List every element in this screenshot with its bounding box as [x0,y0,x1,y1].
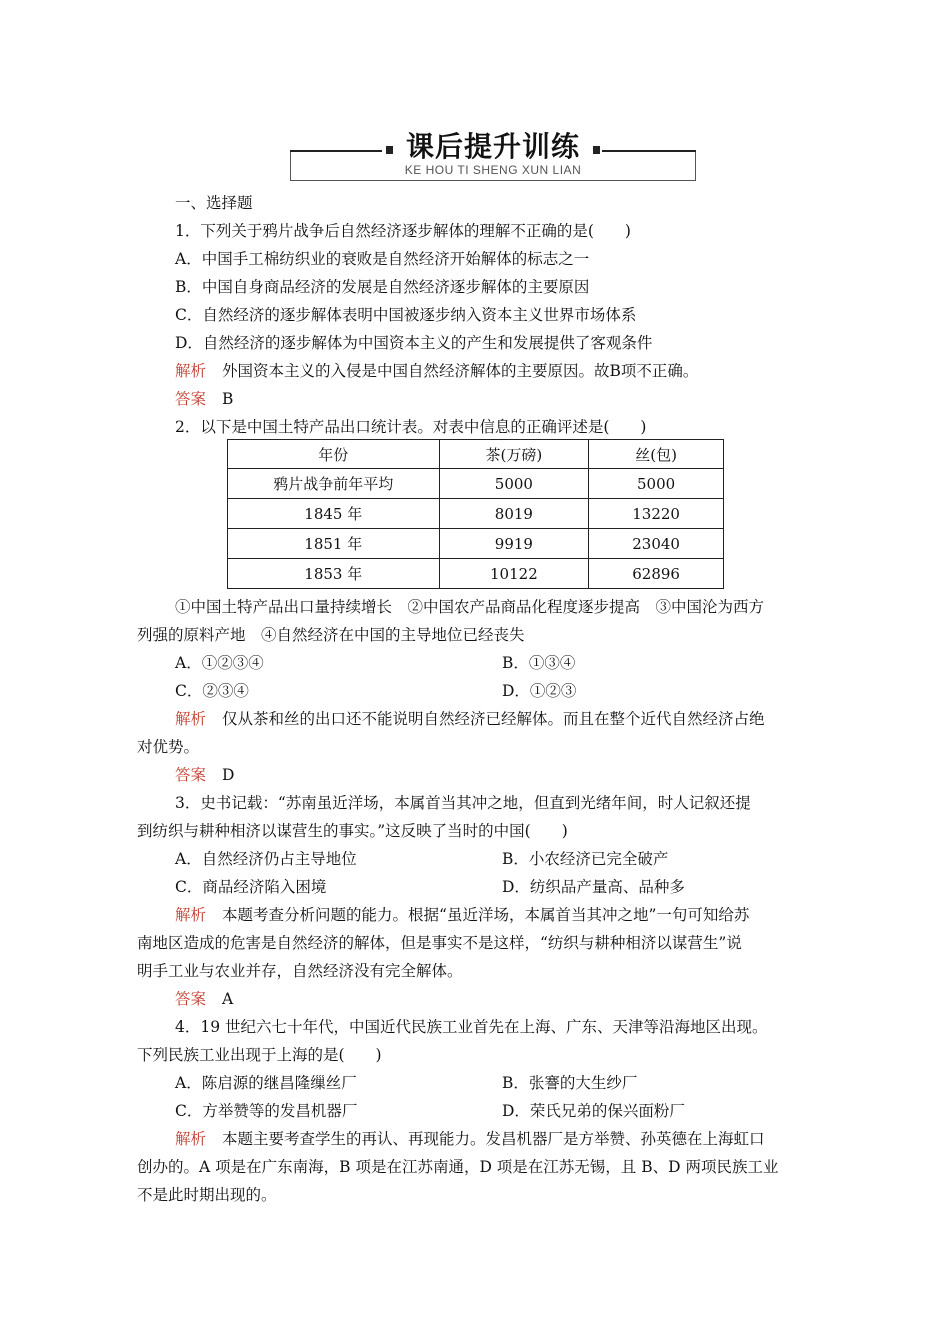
q1-stem: 1．下列关于鸦片战争后自然经济逐步解体的理解不正确的是( ) [175,222,631,240]
table-row [228,499,724,529]
q1-answer-value: B [222,390,234,408]
q4-analysis-line2: 创办的。A 项是在广东南海，B 项是在江苏南通，D 项是在江苏无锡，且 B、D 两项民族工业 [137,1158,779,1176]
q2-option-a: A．①②③④ [175,654,264,672]
table-cell: 5000 [589,469,724,499]
q2-stem: 2．以下是中国土特产品出口统计表。对表中信息的正确评述是( ) [175,418,647,436]
q2-option-d: D．①②③ [502,682,577,700]
banner-subtitle: KE HOU TI SHENG XUN LIAN [404,163,582,177]
q3-stem-line1: 3．史书记载：“苏南虽近洋场，本属首当其冲之地，但直到光绪年间，时人记叙还提 [175,794,751,812]
banner-rule-left [290,150,382,152]
table-cell: 1851 年 [228,529,440,559]
table-cell: 1845 年 [228,499,440,529]
q4-option-c: C．方举赞等的发昌机器厂 [175,1102,358,1120]
q1-option-c: C．自然经济的逐步解体表明中国被逐步纳入资本主义世界市场体系 [175,306,637,324]
answer-label: 答案 [175,766,207,784]
q3-option-a: A．自然经济仍占主导地位 [175,850,357,868]
analysis-label: 解析 [175,1130,207,1148]
table-row [228,469,724,499]
table-cell: 9919 [439,529,589,559]
q2-items-line2: 列强的原料产地 ④自然经济在中国的主导地位已经丧失 [137,626,525,644]
analysis-label: 解析 [175,710,207,728]
q1-analysis-text: 外国资本主义的入侵是中国自然经济解体的主要原因。故B项不正确。 [222,362,699,380]
table-cell: 5000 [439,469,589,499]
q1-analysis [175,361,698,381]
banner-rule-right [602,150,696,152]
q3-analysis-text: 本题考查分析问题的能力。根据“虽近洋场，本属首当其冲之地”一句可知给苏 [222,906,750,924]
export-table [227,439,724,589]
answer-label: 答案 [175,390,207,408]
q4-stem-line2: 下列民族工业出现于上海的是( ) [137,1046,382,1064]
q3-analysis-line2: 南地区造成的危害是自然经济的解体，但是事实不是这样，“纺织与耕种相济以谋营生”说 [137,934,742,952]
section-banner [290,128,696,182]
analysis-label: 解析 [175,362,207,380]
table-row [228,559,724,589]
q1-answer [175,389,233,409]
q2-answer [175,765,234,785]
table-row [228,529,724,559]
q3-stem-line2: 到纺织与耕种相济以谋营生的事实。”这反映了当时的中国( ) [137,822,568,840]
q2-option-c: C．②③④ [175,682,249,700]
q4-option-a: A．陈启源的继昌隆缫丝厂 [175,1074,357,1092]
table-cell: 62896 [589,559,724,589]
table-cell: 13220 [589,499,724,529]
table-cell: 23040 [589,529,724,559]
q2-analysis-line2: 对优势。 [137,738,200,756]
banner-title: 课后提升训练 [405,130,580,163]
q3-answer [175,989,233,1009]
table-header-row [228,440,724,469]
q3-option-d: D．纺织品产量高、品种多 [502,878,685,896]
table-header-cell: 丝(包) [589,440,724,469]
q4-analysis-line3: 不是此时期出现的。 [137,1186,277,1204]
table-header-cell: 茶(万磅) [439,440,589,469]
q3-answer-value: A [222,990,234,1008]
q3-option-b: B．小农经济已完全破产 [502,850,669,868]
q2-analysis-text: 仅从茶和丝的出口还不能说明自然经济已经解体。而且在整个近代自然经济占绝 [222,710,765,728]
q4-option-b: B．张謇的大生纱厂 [502,1074,638,1092]
analysis-label: 解析 [175,906,207,924]
q3-option-c: C．商品经济陷入困境 [175,878,327,896]
q4-analysis-text: 本题主要考查学生的再认、再现能力。发昌机器厂是方举赞、孙英德在上海虹口 [222,1130,765,1148]
table-cell: 10122 [439,559,589,589]
q4-stem-line1: 4．19 世纪六七十年代，中国近代民族工业首先在上海、广东、天津等沿海地区出现。 [175,1018,768,1036]
table-cell: 8019 [439,499,589,529]
q1-option-d: D．自然经济的逐步解体为中国资本主义的产生和发展提供了客观条件 [175,334,653,352]
q2-analysis [175,709,765,729]
q2-option-b: B．①③④ [502,654,576,672]
table-cell: 1853 年 [228,559,440,589]
q4-analysis [175,1129,765,1149]
q1-option-b: B．中国自身商品经济的发展是自然经济逐步解体的主要原因 [175,278,590,296]
q4-option-d: D．荣氏兄弟的保兴面粉厂 [502,1102,685,1120]
table-cell: 鸦片战争前年平均 [228,469,440,499]
q2-items-line1: ①中国土特产品出口量持续增长 ②中国农产品商品化程度逐步提高 ③中国沦为西方 [175,598,765,616]
q2-answer-value: D [222,766,235,784]
q3-analysis [175,905,749,925]
q1-option-a: A．中国手工棉纺织业的衰败是自然经济开始解体的标志之一 [175,250,590,268]
answer-label: 答案 [175,990,207,1008]
table-header-cell: 年份 [228,440,440,469]
banner-square-right [593,146,600,154]
banner-square-left [386,146,393,154]
section-heading: 一、选择题 [175,194,253,212]
q3-analysis-line3: 明手工业与农业并存，自然经济没有完全解体。 [137,962,463,980]
